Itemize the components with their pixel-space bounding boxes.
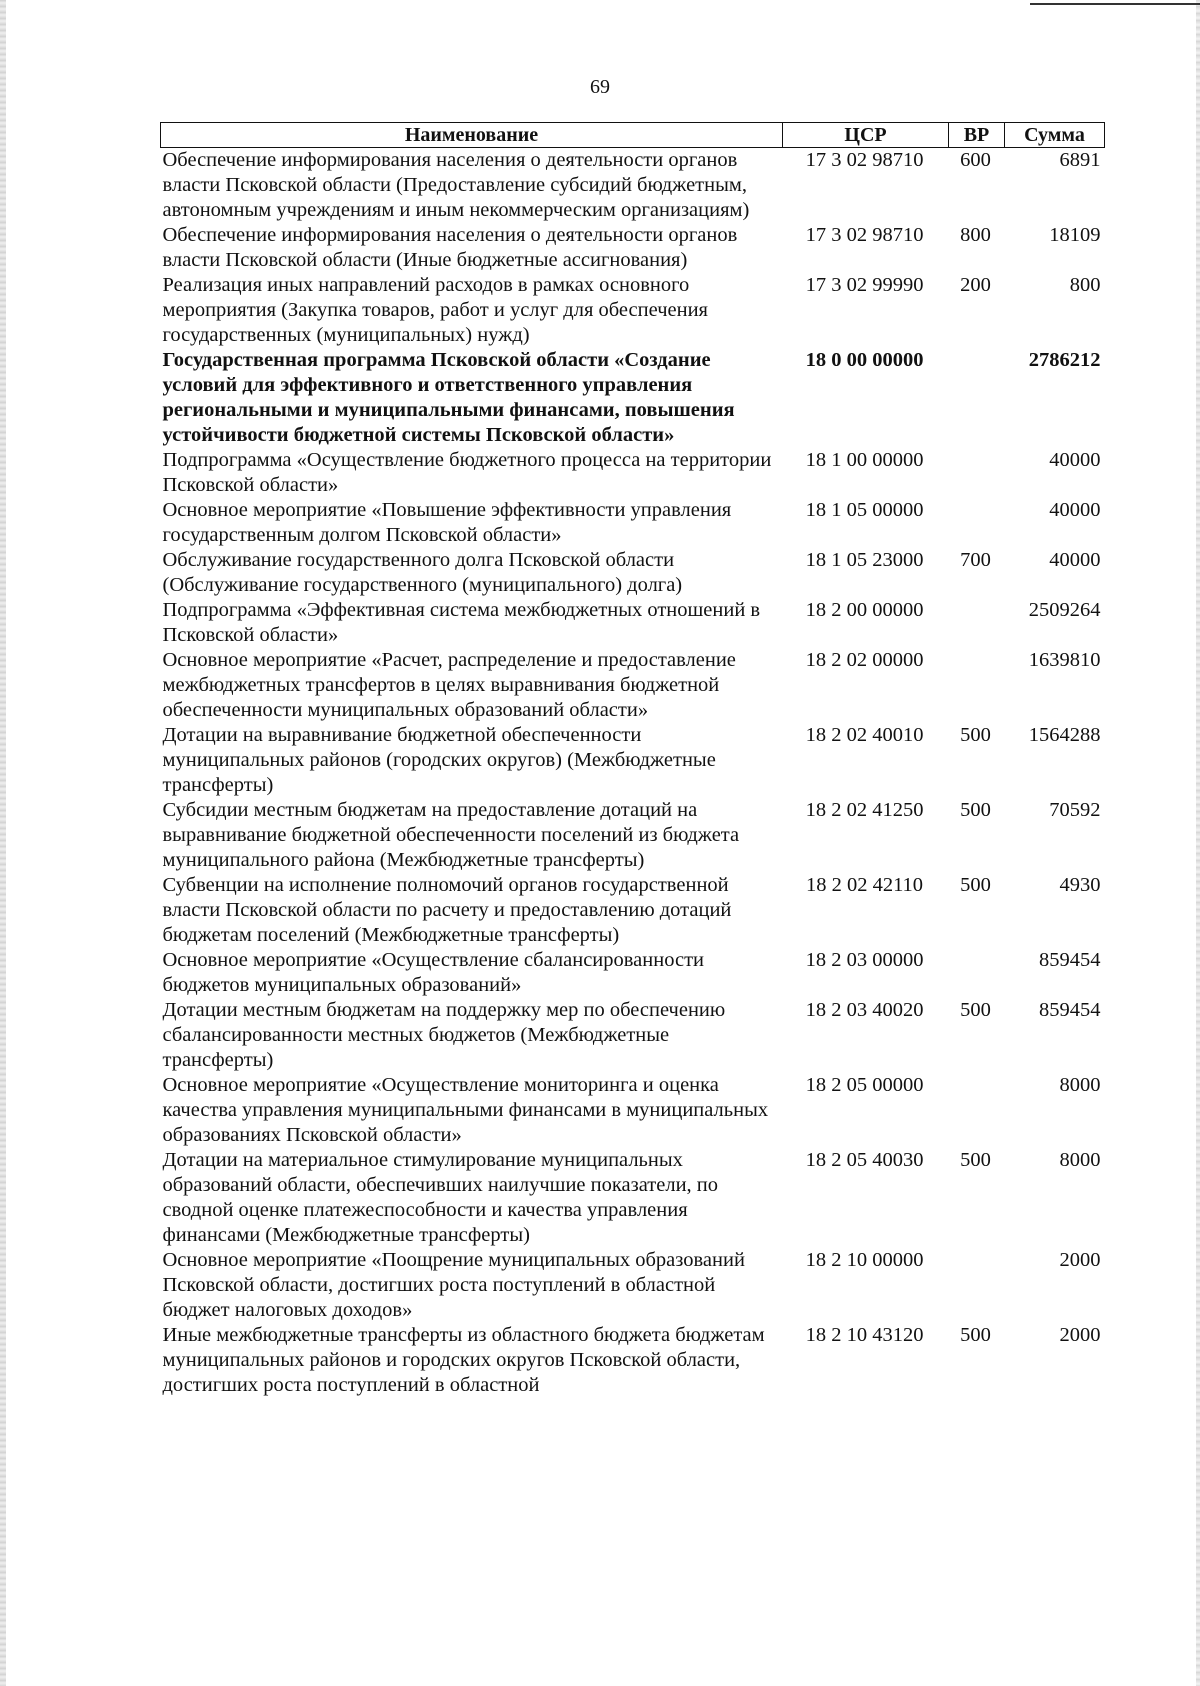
sum-cell: 40000 — [1049, 449, 1101, 471]
vr-cell: 600 — [960, 149, 991, 171]
scan-edge-right — [1196, 0, 1200, 1686]
table-row — [161, 223, 1105, 273]
csr-cell: 18 1 05 23000 — [805, 549, 924, 571]
table-row — [161, 498, 1105, 548]
sum-cell: 2786212 — [1028, 349, 1101, 371]
csr-cell: 18 0 00 00000 — [805, 349, 924, 371]
name-cell: Подпрограмма «Эффективная система межбюджетных отношений в Псковской области» — [162, 599, 761, 646]
csr-cell: 18 2 02 40010 — [805, 724, 924, 746]
csr-cell: 17 3 02 98710 — [805, 224, 924, 246]
vr-cell — [949, 498, 1005, 548]
table-row — [161, 448, 1105, 498]
table-row — [161, 1073, 1105, 1148]
csr-cell: 18 2 02 41250 — [805, 799, 924, 821]
csr-cell: 18 2 03 00000 — [805, 949, 924, 971]
csr-cell: 18 2 00 00000 — [805, 599, 924, 621]
vr-cell — [949, 598, 1005, 648]
vr-cell: 700 — [960, 549, 991, 571]
sum-cell: 4930 — [1059, 874, 1101, 896]
sum-cell: 8000 — [1059, 1149, 1101, 1171]
csr-cell: 18 2 10 43120 — [805, 1324, 924, 1346]
vr-cell — [949, 648, 1005, 723]
vr-cell: 500 — [960, 874, 991, 896]
header-name: Наименование — [161, 123, 783, 148]
csr-cell: 18 1 05 00000 — [805, 499, 924, 521]
table-row — [161, 598, 1105, 648]
sum-cell: 6891 — [1059, 149, 1101, 171]
name-cell: Дотации на выравнивание бюджетной обеспеченности муниципальных районов (городских округов) (Межбюджетные трансферты) — [162, 724, 716, 796]
vr-cell — [949, 1248, 1005, 1323]
name-cell: Основное мероприятие «Повышение эффективности управления государственным долгом Псковской области» — [162, 499, 732, 546]
vr-cell: 500 — [960, 724, 991, 746]
name-cell: Обеспечение информирования населения о деятельности органов власти Псковской области (Иные бюджетные ассигнования) — [162, 224, 738, 271]
name-cell: Обслуживание государственного долга Псковской области (Обслуживание государственного (муниципального) долга) — [162, 549, 683, 596]
table-row — [161, 548, 1105, 598]
page-number: 69 — [590, 76, 610, 98]
table-header-row — [161, 123, 1105, 148]
csr-cell: 17 3 02 98710 — [805, 149, 924, 171]
table-row — [161, 723, 1105, 798]
sum-cell: 2000 — [1059, 1324, 1101, 1346]
sum-cell: 1639810 — [1028, 649, 1101, 671]
vr-cell: 500 — [960, 799, 991, 821]
vr-cell — [949, 348, 1005, 448]
name-cell: Основное мероприятие «Расчет, распределение и предоставление межбюджетных трансфертов в целях выравнивания бюджетной обеспеченности муниципальных образований области» — [162, 649, 736, 721]
name-cell: Субвенции на исполнение полномочий органов государственной власти Псковской области по расчету и предоставлению дотаций бюджетам поселений (Межбюджетные трансферты) — [162, 874, 732, 946]
csr-cell: 17 3 02 99990 — [805, 274, 924, 296]
sum-cell: 859454 — [1039, 999, 1101, 1021]
table-row — [161, 948, 1105, 998]
scan-edge-left — [0, 0, 6, 1686]
table-row — [161, 648, 1105, 723]
sum-cell: 40000 — [1049, 499, 1101, 521]
sum-cell: 859454 — [1039, 949, 1101, 971]
name-cell: Государственная программа Псковской области «Создание условий для эффективного и ответственного управления региональными и муниципальными финансами, повышения устойчивости бюджетной системы Псковской области» — [162, 349, 735, 446]
csr-cell: 18 2 05 40030 — [805, 1149, 924, 1171]
vr-cell: 500 — [960, 1324, 991, 1346]
name-cell: Реализация иных направлений расходов в рамках основного мероприятия (Закупка товаров, работ и услуг для обеспечения государственных (муниципальных) нужд) — [162, 274, 708, 346]
table-row — [161, 798, 1105, 873]
name-cell: Основное мероприятие «Осуществление мониторинга и оценка качества управления муниципальными финансами в муниципальных образованиях Псковской области» — [162, 1074, 769, 1146]
name-cell: Основное мероприятие «Осуществление сбалансированности бюджетов муниципальных образований» — [162, 949, 704, 996]
table-row — [161, 273, 1105, 348]
budget-table — [160, 122, 1105, 1398]
name-cell: Подпрограмма «Осуществление бюджетного процесса на территории Псковской области» — [162, 449, 772, 496]
table-row — [161, 873, 1105, 948]
sum-cell: 40000 — [1049, 549, 1101, 571]
csr-cell: 18 2 02 42110 — [805, 874, 924, 896]
name-cell: Иные межбюджетные трансферты из областного бюджета бюджетам муниципальных районов и городских округов Псковской области, достигших роста поступлений в областной — [162, 1324, 765, 1396]
vr-cell: 200 — [960, 274, 991, 296]
sum-cell: 8000 — [1059, 1074, 1101, 1096]
name-cell: Дотации местным бюджетам на поддержку мер по обеспечению сбалансированности местных бюджетов (Межбюджетные трансферты) — [162, 999, 726, 1071]
csr-cell: 18 2 05 00000 — [805, 1074, 924, 1096]
csr-cell: 18 2 03 40020 — [805, 999, 924, 1021]
sum-cell: 2000 — [1059, 1249, 1101, 1271]
sum-cell: 800 — [1069, 274, 1101, 296]
vr-cell: 800 — [960, 224, 991, 246]
sum-cell: 70592 — [1049, 799, 1101, 821]
table-row — [161, 1323, 1105, 1398]
vr-cell — [949, 948, 1005, 998]
header-csr: ЦСР — [783, 123, 949, 148]
name-cell: Субсидии местным бюджетам на предоставление дотаций на выравнивание бюджетной обеспеченности поселений из бюджета муниципального района (Межбюджетные трансферты) — [162, 799, 740, 871]
header-vr: ВР — [949, 123, 1005, 148]
name-cell: Обеспечение информирования населения о деятельности органов власти Псковской области (Предоставление субсидий бюджетным, автономным учреждениям и иным некоммерческим организациям) — [162, 149, 750, 221]
name-cell: Основное мероприятие «Поощрение муниципальных образований Псковской области, достигших роста поступлений в областной бюджет налоговых доходов» — [162, 1249, 745, 1321]
table-row — [161, 348, 1105, 448]
table-row — [161, 998, 1105, 1073]
header-sum: Сумма — [1005, 123, 1105, 148]
sum-cell: 2509264 — [1028, 599, 1101, 621]
sum-cell: 1564288 — [1028, 724, 1101, 746]
csr-cell: 18 2 02 00000 — [805, 649, 924, 671]
vr-cell — [949, 1073, 1005, 1148]
vr-cell: 500 — [960, 999, 991, 1021]
table-row — [161, 1248, 1105, 1323]
csr-cell: 18 1 00 00000 — [805, 449, 924, 471]
csr-cell: 18 2 10 00000 — [805, 1249, 924, 1271]
table-row — [161, 1148, 1105, 1248]
scan-top-line — [1030, 3, 1200, 5]
vr-cell: 500 — [960, 1149, 991, 1171]
name-cell: Дотации на материальное стимулирование муниципальных образований области, обеспечивших наилучшие показатели, по сводной оценке платежеспособности и качества управления финансами (Межбюджетные трансферты) — [162, 1149, 719, 1246]
table-row — [161, 148, 1105, 224]
vr-cell — [949, 448, 1005, 498]
sum-cell: 18109 — [1049, 224, 1101, 246]
